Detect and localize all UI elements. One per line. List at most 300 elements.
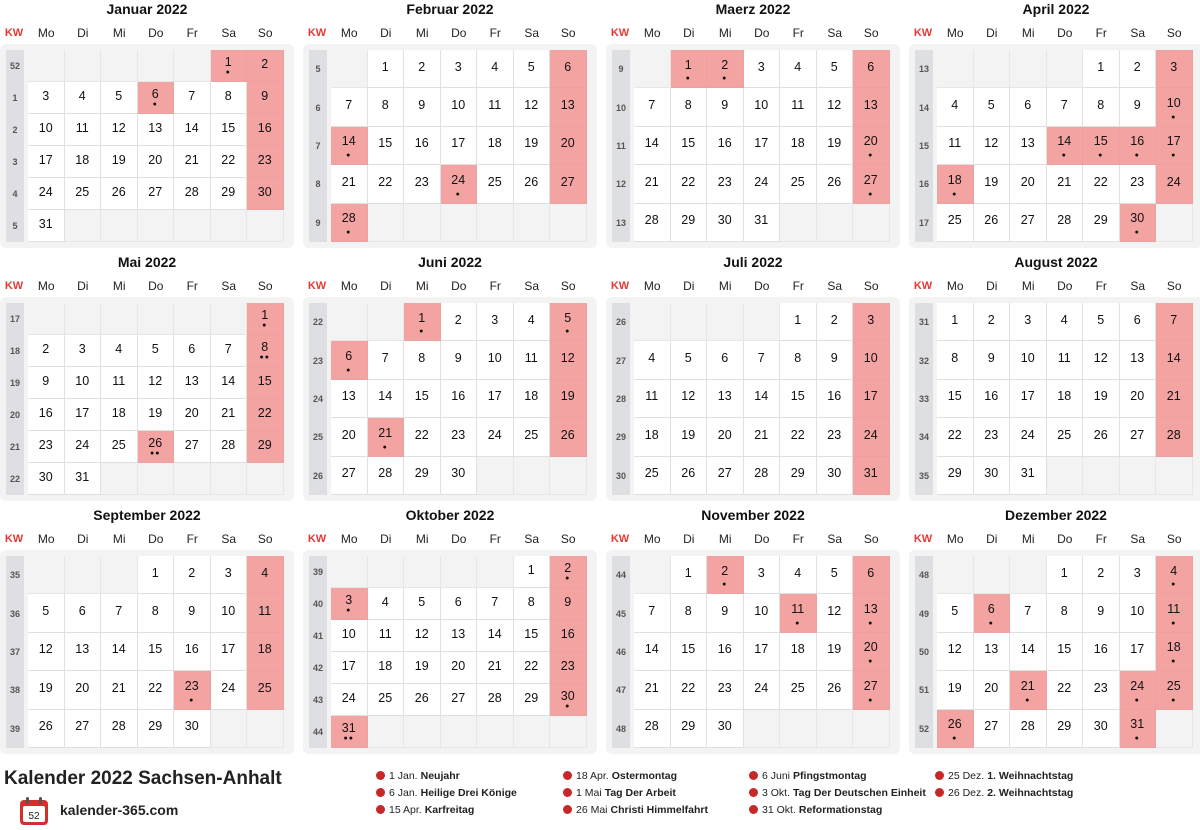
week-number: 11 [612,127,630,165]
day-cell [477,684,514,716]
day-cell [331,716,368,748]
day-number: 30 [1130,211,1145,226]
empty-day-cell [331,50,368,88]
empty-day-cell [211,210,248,242]
day-cell [817,556,854,594]
empty-day-cell [937,50,974,88]
legend-item: 3 Okt. Tag Der Deutschen Einheit [749,785,939,802]
day-cell [1156,50,1193,88]
holiday-dot-icon: ● [1171,152,1177,160]
day-cell [853,341,890,379]
day-number: 28 [378,466,393,481]
empty-day-cell [138,210,175,242]
day-number: 24 [38,184,53,199]
day-number: 2 [42,341,50,356]
empty-day-cell [138,50,175,82]
day-cell [331,204,368,242]
day-cell [65,594,102,632]
day-number: 3 [224,565,232,580]
day-number: 19 [524,136,539,151]
month-grid [909,44,1200,248]
day-cell [671,380,708,418]
holiday-dot-icon [563,771,572,780]
day-number: 5 [527,59,535,74]
holiday-dot-icon: ●● [150,450,161,457]
day-cell [368,127,405,165]
day-number: 9 [188,604,196,619]
month-title: September 2022 [93,507,201,523]
month-grid [0,44,294,248]
day-number: 6 [867,565,875,580]
day-cell [65,367,102,399]
day-number: 14 [1057,134,1072,149]
day-number: 16 [717,642,732,657]
weekday-label: Mi [1021,532,1035,546]
day-number: 2 [188,565,196,580]
day-number: 21 [341,174,356,189]
day-number: 1 [794,312,802,327]
day-cell [1010,341,1047,379]
day-number: 11 [1057,351,1071,366]
holiday-dot-icon: ● [868,152,874,160]
weekday-label: Di [380,532,392,546]
day-cell [174,82,211,114]
day-number: 17 [38,152,53,167]
kw-header: KW [913,533,933,545]
day-cell [101,367,138,399]
day-cell [1047,303,1084,341]
day-number: 19 [38,680,53,695]
day-cell [1047,341,1084,379]
day-number: 18 [111,405,126,420]
empty-day-cell [514,457,551,495]
empty-day-cell [477,457,514,495]
weekday-label: Sa [827,26,843,40]
day-cell [138,431,175,463]
day-number: 13 [1130,351,1145,366]
empty-day-cell [514,204,551,242]
empty-day-cell [138,303,175,335]
week-number: 5 [309,50,327,88]
day-number: 17 [1166,134,1181,149]
weekday-label: Fr [792,279,804,293]
week-row [303,341,597,379]
day-number: 25 [524,427,539,442]
day-number: 23 [257,152,272,167]
holiday-dot-icon: ● [952,190,958,198]
day-cell [101,431,138,463]
day-cell [707,380,744,418]
day-cell [671,88,708,126]
weekday-label: Mo [340,26,358,40]
day-cell [780,418,817,456]
day-number: 4 [491,59,499,74]
week-row [909,418,1200,456]
day-cell [404,620,441,652]
week-row [0,178,294,210]
day-number: 23 [717,174,732,189]
day-cell [550,380,587,418]
day-number: 12 [681,389,696,404]
day-cell [853,457,890,495]
day-cell [707,165,744,203]
day-cell [174,367,211,399]
day-number: 15 [524,626,539,641]
day-number: 7 [188,88,196,103]
day-number: 18 [644,427,659,442]
day-number: 21 [1020,678,1035,693]
day-cell [28,178,65,210]
day-number: 13 [560,98,575,113]
day-number: 19 [947,680,962,695]
day-cell [744,457,781,495]
week-row [303,165,597,203]
week-row [909,710,1200,748]
week-row [303,556,597,588]
week-row [606,556,900,594]
weekday-label: Do [754,26,770,40]
week-number: 26 [309,457,327,495]
day-cell [1010,710,1047,748]
day-number: 16 [451,389,466,404]
day-cell [331,588,368,620]
day-number: 31 [75,469,90,484]
day-number: 29 [148,719,163,734]
day-number: 27 [984,719,999,734]
day-number: 13 [184,373,199,388]
day-number: 4 [78,88,86,103]
day-number: 2 [454,312,462,327]
day-number: 22 [1093,174,1108,189]
holiday-dot-icon: ● [189,696,195,704]
day-number: 26 [111,184,126,199]
day-cell [65,399,102,431]
day-number: 16 [38,405,53,420]
day-number: 21 [487,658,502,673]
day-number: 9 [42,373,50,388]
day-cell [331,165,368,203]
day-number: 28 [1020,719,1035,734]
day-number: 24 [1166,174,1181,189]
day-cell [514,556,551,588]
day-cell [211,431,248,463]
day-cell [174,710,211,748]
day-cell [28,146,65,178]
day-cell [817,594,854,632]
month-grid [606,297,900,501]
day-cell [211,82,248,114]
day-cell [331,418,368,456]
day-number: 24 [487,427,502,442]
week-row [303,380,597,418]
week-row [909,127,1200,165]
week-row [0,633,294,671]
month-grid [606,550,900,754]
weekday-label: Mi [415,532,429,546]
day-cell [550,418,587,456]
day-cell [65,146,102,178]
day-number: 14 [1020,642,1035,657]
day-number: 28 [754,466,769,481]
calendar-logo-icon[interactable] [18,795,50,827]
holiday-dot-icon [935,788,944,797]
day-cell [368,380,405,418]
day-number: 29 [414,466,429,481]
week-number: 19 [6,367,24,399]
day-number: 27 [1130,427,1145,442]
week-number: 13 [915,50,933,88]
day-number: 16 [184,642,199,657]
weekday-header [303,530,597,548]
weekday-label: So [257,279,273,293]
day-cell [780,127,817,165]
day-number: 22 [257,405,272,420]
month-title: Juni 2022 [418,254,482,270]
empty-day-cell [247,710,284,748]
day-number: 17 [341,658,356,673]
weekday-label: Mo [946,26,964,40]
empty-day-cell [211,710,248,748]
empty-day-cell [174,303,211,335]
day-number: 15 [790,389,805,404]
day-cell [817,88,854,126]
day-number: 6 [345,349,353,364]
day-number: 11 [488,98,502,113]
day-cell [707,457,744,495]
week-row [606,341,900,379]
day-cell [211,556,248,594]
day-cell [368,165,405,203]
day-cell [1083,127,1120,165]
day-number: 30 [717,213,732,228]
week-number: 14 [915,88,933,126]
day-cell [138,556,175,594]
day-number: 10 [1130,604,1145,619]
day-cell [247,671,284,709]
empty-day-cell [441,716,478,748]
day-cell [974,165,1011,203]
weekday-label: Mi [1021,279,1035,293]
day-cell [974,127,1011,165]
day-cell [817,303,854,341]
day-cell [974,418,1011,456]
day-number: 16 [414,136,429,151]
week-number: 49 [915,594,933,632]
day-number: 16 [717,136,732,151]
day-cell [937,710,974,748]
day-cell [441,652,478,684]
day-number: 11 [1167,602,1181,617]
day-cell [550,652,587,684]
day-number: 26 [148,435,163,450]
day-number: 16 [1130,134,1145,149]
week-number: 17 [6,303,24,335]
empty-day-cell [441,556,478,588]
day-cell [211,50,248,82]
day-number: 9 [721,604,729,619]
day-number: 12 [111,120,126,135]
day-number: 15 [257,373,272,388]
day-cell [671,633,708,671]
day-number: 7 [491,594,499,609]
day-cell [1120,380,1157,418]
holiday-dot-icon: ● [722,581,728,589]
day-number: 19 [148,405,163,420]
holiday-dot-icon: ● [1134,696,1140,704]
day-number: 22 [148,680,163,695]
day-number: 3 [42,88,50,103]
day-cell [174,335,211,367]
day-number: 25 [378,690,393,705]
day-number: 22 [1057,680,1072,695]
kw-header: KW [610,27,630,39]
day-cell [550,127,587,165]
day-cell [247,50,284,82]
empty-day-cell [441,204,478,242]
week-number: 36 [6,594,24,632]
holiday-dot-icon: ● [685,75,691,83]
day-cell [937,127,974,165]
day-cell [817,50,854,88]
day-number: 14 [221,373,236,388]
weekday-label: Sa [827,532,843,546]
week-number: 44 [612,556,630,594]
day-number: 5 [564,310,572,325]
day-number: 4 [1060,312,1068,327]
week-number: 39 [6,710,24,748]
kw-header: KW [4,280,24,292]
day-number: 24 [754,680,769,695]
day-cell [671,341,708,379]
day-number: 18 [524,389,539,404]
holiday-dot-icon [376,788,385,797]
week-number: 37 [6,633,24,671]
day-number: 11 [112,373,126,388]
day-number: 1 [527,562,535,577]
holiday-dot-icon: ● [346,228,352,236]
day-number: 9 [1133,98,1141,113]
day-cell [138,399,175,431]
holiday-dot-icon: ● [1134,152,1140,160]
weekday-header [909,277,1200,295]
day-cell [974,710,1011,748]
day-number: 1 [1097,59,1105,74]
weekday-label: Mo [643,279,661,293]
day-cell [1120,671,1157,709]
day-number: 30 [827,466,842,481]
day-number: 17 [1130,642,1145,657]
day-number: 14 [184,120,199,135]
day-cell [1083,341,1120,379]
day-number: 22 [790,427,805,442]
day-number: 7 [648,604,656,619]
day-number: 18 [1057,389,1072,404]
day-cell [514,588,551,620]
weekday-label: Sa [1130,279,1146,293]
day-cell [514,50,551,88]
weekday-label: Di [380,279,392,293]
day-cell [477,652,514,684]
day-cell [368,457,405,495]
day-cell [744,341,781,379]
day-cell [1047,165,1084,203]
day-number: 1 [151,565,159,580]
empty-day-cell [1047,457,1084,495]
day-number: 28 [111,719,126,734]
weekday-header [303,277,597,295]
day-number: 8 [527,594,535,609]
day-number: 1 [951,312,959,327]
week-row [303,127,597,165]
day-cell [514,303,551,341]
kw-header: KW [913,280,933,292]
day-cell [1083,594,1120,632]
empty-day-cell [331,556,368,588]
day-number: 12 [524,98,539,113]
day-cell [404,652,441,684]
legend-item: 1 Jan. Neujahr [376,768,566,785]
day-number: 13 [148,120,163,135]
day-cell [1047,633,1084,671]
day-number: 16 [827,389,842,404]
day-number: 24 [1130,678,1145,693]
day-cell [28,367,65,399]
day-cell [634,204,671,242]
day-number: 26 [38,719,53,734]
day-number: 25 [790,680,805,695]
day-number: 21 [111,680,126,695]
week-number: 34 [915,418,933,456]
empty-day-cell [974,556,1011,594]
day-number: 21 [754,427,769,442]
day-number: 2 [564,560,572,575]
legend-column [935,768,1125,802]
weekday-label: Do [451,532,467,546]
holiday-dot-icon: ●● [259,354,270,361]
legend-item: 26 Mai Christi Himmelfahrt [563,802,753,819]
day-cell [65,633,102,671]
empty-day-cell [514,716,551,748]
week-number: 48 [915,556,933,594]
weekday-label: Mi [112,279,126,293]
holiday-dot-icon: ● [152,101,158,108]
day-cell [853,165,890,203]
week-number: 4 [6,178,24,210]
day-number: 8 [224,88,232,103]
week-number: 48 [612,710,630,748]
day-cell [1083,671,1120,709]
day-number: 21 [644,174,659,189]
week-number: 30 [612,457,630,495]
day-cell [28,82,65,114]
site-link[interactable]: kalender-365.com [60,802,179,818]
week-number: 31 [915,303,933,341]
day-cell [174,556,211,594]
empty-day-cell [634,50,671,88]
day-cell [707,50,744,88]
day-number: 20 [184,405,199,420]
week-number: 22 [309,303,327,341]
week-row [0,82,294,114]
week-row [909,50,1200,88]
day-cell [138,146,175,178]
day-number: 6 [78,604,86,619]
day-cell [817,341,854,379]
day-cell [974,88,1011,126]
day-cell [1047,380,1084,418]
day-number: 9 [721,98,729,113]
weekday-label: Mi [112,532,126,546]
